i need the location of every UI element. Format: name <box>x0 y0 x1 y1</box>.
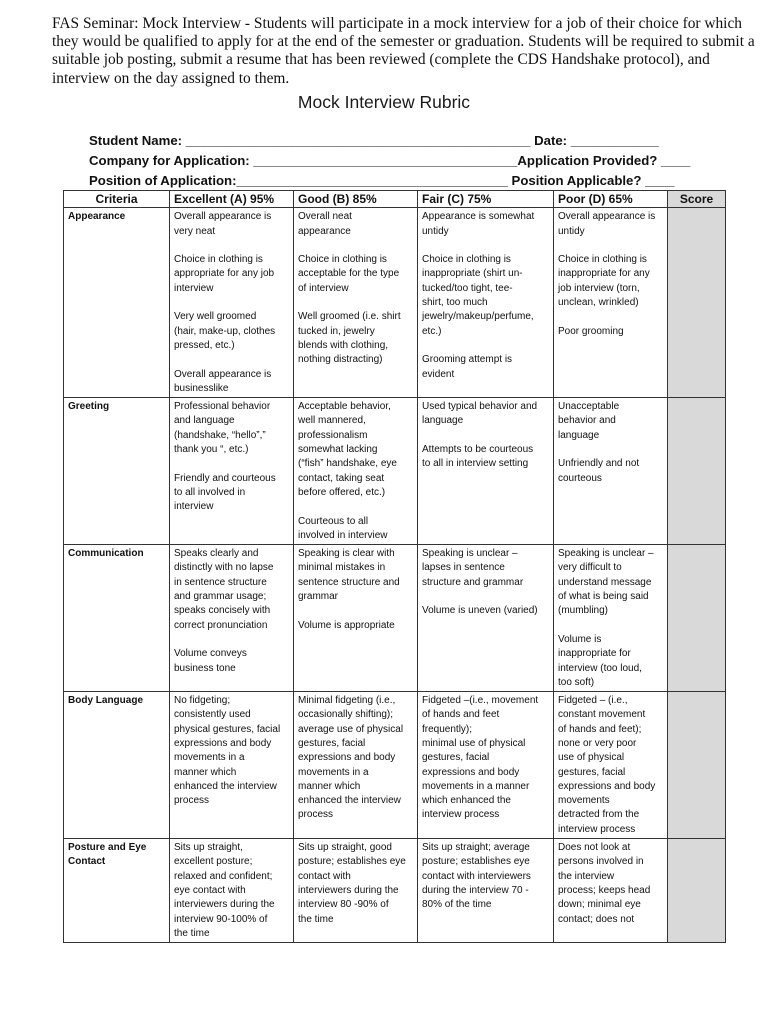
cell-line: Minimal fidgeting (i.e., <box>298 695 396 707</box>
cell-line: movements in a <box>174 752 245 764</box>
cell-line: Overall appearance is <box>558 211 656 223</box>
poor-cell <box>554 208 668 398</box>
header-good: Good (B) 85% <box>294 191 418 208</box>
cell-line: very difficult to <box>558 562 622 574</box>
intro-line: suitable job posting, submit a resume that has been reviewed (complete the CDS Handshake protocol), and <box>52 51 710 69</box>
cell-line: gestures, facial <box>558 766 626 778</box>
cell-line: language <box>558 429 600 441</box>
fair-cell <box>418 208 554 398</box>
cell-line: in sentence structure <box>174 576 267 588</box>
score-cell[interactable] <box>668 398 726 545</box>
cell-line: (handshake, “hello”,” <box>174 429 266 441</box>
cell-line: interviewers during the <box>298 884 399 896</box>
cell-line: posture; establishes eye <box>422 856 530 868</box>
cell-line: Speaks clearly and <box>174 548 259 560</box>
cell-line: process; keeps head <box>558 884 651 896</box>
cell-line <box>174 633 289 647</box>
cell-line: business tone <box>174 662 236 674</box>
cell-line: sentence structure and <box>298 576 400 588</box>
intro-line: interview on the day assigned to them. <box>52 69 290 87</box>
cell-line: Unacceptable <box>558 401 620 413</box>
criteria-cell: Posture and Eye Contact <box>64 839 170 943</box>
cell-line: Fidgeted – (i.e., <box>558 695 628 707</box>
cell-line: expressions and body <box>298 752 396 764</box>
intro-line: FAS Seminar: Mock Interview - Students will participate in a mock interview for a job of their choice for which <box>52 15 742 32</box>
cell-line: businesslike <box>174 382 229 394</box>
cell-line: manner which <box>298 780 361 792</box>
excellent-cell <box>170 545 294 692</box>
cell-line: contact; does not <box>558 913 635 925</box>
cell-line: tucked/too tight, tee- <box>422 282 513 294</box>
good-cell <box>294 545 418 692</box>
cell-line: Choice in clothing is <box>298 254 387 266</box>
cell-line: inappropriate for <box>558 648 631 660</box>
cell-line: Acceptable behavior, <box>298 401 391 413</box>
cell-line: Volume is appropriate <box>298 619 395 631</box>
cell-line: posture; establishes eye <box>298 856 406 868</box>
cell-line: expressions and body <box>422 766 520 778</box>
cell-line: tucked in, jewelry <box>298 325 375 337</box>
table-row <box>64 692 726 839</box>
cell-line: jewelry/makeup/perfume, <box>422 311 534 323</box>
cell-line: Sits up straight, good <box>298 842 392 854</box>
table-header-row <box>64 191 726 208</box>
cell-line <box>298 296 413 310</box>
cell-line: correct pronunciation <box>174 619 268 631</box>
rubric-table <box>63 190 726 943</box>
cell-line <box>298 604 413 618</box>
cell-line: appearance <box>298 225 351 237</box>
cell-line: relaxed and confident; <box>174 870 273 882</box>
cell-line <box>422 239 549 253</box>
cell-line: Overall appearance is <box>174 368 272 380</box>
cell-line: which enhanced the <box>422 795 511 807</box>
score-cell[interactable] <box>668 692 726 839</box>
cell-line: unclean, wrinkled) <box>558 297 639 309</box>
cell-line <box>422 590 549 604</box>
cell-line: expressions and body <box>174 737 272 749</box>
cell-line: Volume is <box>558 633 602 645</box>
cell-line: interview process <box>422 809 500 821</box>
criteria-cell: Communication <box>64 545 170 692</box>
cell-line: interviewers during the <box>174 899 275 911</box>
cell-line: expressions and body <box>558 780 656 792</box>
poor-cell <box>554 545 668 692</box>
criteria-cell: Appearance <box>64 208 170 398</box>
cell-line: frequently); <box>422 723 473 735</box>
header-score: Score <box>668 191 726 208</box>
excellent-cell <box>170 692 294 839</box>
header-excellent: Excellent (A) 95% <box>170 191 294 208</box>
cell-line: Overall neat <box>298 211 352 223</box>
cell-line: the time <box>174 927 210 939</box>
cell-line: during the interview 70 - <box>422 884 529 896</box>
cell-line: lapses in sentence <box>422 562 505 574</box>
cell-line: the time <box>298 913 334 925</box>
cell-line: use of physical <box>558 752 625 764</box>
rubric-title: Mock Interview Rubric <box>297 92 471 112</box>
student-info-fields <box>89 131 689 191</box>
good-cell <box>294 208 418 398</box>
cell-line: Does not look at <box>558 842 631 854</box>
cell-line: acceptable for the type <box>298 268 400 280</box>
cell-line: etc.) <box>422 325 442 337</box>
cell-line: Choice in clothing is <box>174 254 263 266</box>
cell-line: language <box>422 415 464 427</box>
cell-line: manner which <box>174 766 237 778</box>
cell-line: Speaking is clear with <box>298 548 395 560</box>
score-cell[interactable] <box>668 208 726 398</box>
cell-line: Volume conveys <box>174 648 247 660</box>
cell-line: interview <box>174 282 214 294</box>
cell-line: (mumbling) <box>558 605 609 617</box>
cell-line: movements in a manner <box>422 780 530 792</box>
cell-line: Sits up straight, <box>174 842 243 854</box>
cell-line: minimal mistakes in <box>298 562 386 574</box>
cell-line <box>558 443 663 457</box>
cell-line: of hands and feet); <box>558 723 642 735</box>
cell-line <box>174 296 289 310</box>
cell-line: enhanced the interview <box>298 795 401 807</box>
cell-line: movements in a <box>298 766 369 778</box>
cell-line: grammar <box>298 591 339 603</box>
cell-line: Grooming attempt is <box>422 354 513 366</box>
cell-line: distinctly with no lapse <box>174 562 274 574</box>
cell-line: and grammar usage; <box>174 591 267 603</box>
cell-line: the interview <box>558 870 615 882</box>
cell-line: interview (too loud, <box>558 662 642 674</box>
cell-line: nothing distracting) <box>298 354 383 366</box>
cell-line: excellent posture; <box>174 856 253 868</box>
excellent-cell <box>170 208 294 398</box>
good-cell <box>294 692 418 839</box>
cell-line: behavior and <box>558 415 616 427</box>
cell-line: well mannered, <box>298 415 366 427</box>
rubric-body <box>64 208 726 943</box>
cell-line: courteous <box>558 472 602 484</box>
excellent-cell <box>170 839 294 943</box>
cell-line: Choice in clothing is <box>422 254 511 266</box>
score-cell[interactable] <box>668 839 726 943</box>
cell-line: involved in interview <box>298 529 388 541</box>
cell-line <box>558 619 663 633</box>
cell-line: minimal use of physical <box>422 737 526 749</box>
student-name-date-field[interactable]: Student Name: _______________________________________________ Date: ____________ <box>89 133 659 148</box>
cell-line: constant movement <box>558 709 646 721</box>
cell-line: untidy <box>558 225 585 237</box>
criteria-cell: Body Language <box>64 692 170 839</box>
cell-line: contact with interviewers <box>422 870 531 882</box>
cell-line: Friendly and courteous <box>174 472 276 484</box>
cell-line <box>422 429 549 443</box>
cell-line: Unfriendly and not <box>558 458 640 470</box>
cell-line: interview process <box>558 823 636 835</box>
cell-line: Appearance is somewhat <box>422 211 535 223</box>
cell-line: consistently used <box>174 709 251 721</box>
cell-line: process <box>174 795 210 807</box>
cell-line: Courteous to all <box>298 515 369 527</box>
table-row <box>64 398 726 545</box>
cell-line: 80% of the time <box>422 899 492 911</box>
table-row <box>64 839 726 943</box>
cell-line: and language <box>174 415 235 427</box>
cell-line: Professional behavior <box>174 401 271 413</box>
company-application-field[interactable]: Company for Application: ____________________________________Application Provided? ____ <box>89 153 691 168</box>
cell-line: (hair, make-up, clothes <box>174 325 276 337</box>
cell-line: Choice in clothing is <box>558 254 647 266</box>
cell-line: before offered, etc.) <box>298 486 386 498</box>
cell-line: of hands and feet <box>422 709 500 721</box>
cell-line <box>298 239 413 253</box>
cell-line: interview 90-100% of <box>174 913 268 925</box>
cell-line: Used typical behavior and <box>422 401 538 413</box>
cell-line: evident <box>422 368 455 380</box>
cell-line: of what is being said <box>558 591 649 603</box>
cell-line <box>558 239 663 253</box>
cell-line: occasionally shifting); <box>298 709 394 721</box>
cell-line: detracted from the <box>558 809 640 821</box>
cell-line: Attempts to be courteous <box>422 444 534 456</box>
cell-line: gestures, facial <box>422 752 490 764</box>
poor-cell <box>554 398 668 545</box>
good-cell <box>294 839 418 943</box>
cell-line <box>174 457 289 471</box>
intro-paragraph <box>52 15 755 88</box>
poor-cell <box>554 839 668 943</box>
position-application-field[interactable]: Position of Application:_____________________________________ Position Applicable? ____ <box>89 173 675 188</box>
cell-line: Well groomed (i.e. shirt <box>298 311 401 323</box>
intro-line: they would be qualified to apply for at the end of the semester or graduation. Students will be required to submit a <box>52 33 755 51</box>
cell-line: physical gestures, facial <box>174 723 281 735</box>
fair-cell <box>418 545 554 692</box>
poor-cell <box>554 692 668 839</box>
cell-line: Fidgeted –(i.e., movement <box>422 695 539 707</box>
cell-line: Very well groomed <box>174 311 257 323</box>
cell-line: of interview <box>298 282 349 294</box>
cell-line: blends with clothing, <box>298 339 389 351</box>
cell-line: contact with <box>298 870 351 882</box>
cell-line: Volume is uneven (varied) <box>422 605 538 617</box>
cell-line: persons involved in <box>558 856 644 868</box>
cell-line: No fidgeting; <box>174 695 231 707</box>
header-fair: Fair (C) 75% <box>418 191 554 208</box>
cell-line: eye contact with <box>174 884 246 896</box>
cell-line: gestures, facial <box>298 737 366 749</box>
cell-line: to all in interview setting <box>422 458 529 470</box>
cell-line <box>558 310 663 324</box>
cell-line: Speaking is unclear – <box>558 548 654 560</box>
cell-line: Poor grooming <box>558 325 624 337</box>
fair-cell <box>418 398 554 545</box>
cell-line: understand message <box>558 576 652 588</box>
cell-line <box>174 353 289 367</box>
cell-line: structure and grammar <box>422 576 524 588</box>
cell-line: average use of physical <box>298 723 404 735</box>
cell-line: appropriate for any job <box>174 268 275 280</box>
cell-line <box>422 339 549 353</box>
cell-line: inappropriate for any <box>558 268 650 280</box>
cell-line: job interview (torn, <box>558 282 640 294</box>
cell-line: to all involved in <box>174 486 246 498</box>
cell-line: Sits up straight; average <box>422 842 530 854</box>
cell-line: contact, taking seat <box>298 472 385 484</box>
cell-line <box>298 500 413 514</box>
cell-line: very neat <box>174 225 216 237</box>
cell-line: interview <box>174 501 214 513</box>
cell-line: shirt, too much <box>422 297 488 309</box>
cell-line: movements <box>558 795 610 807</box>
cell-line: Speaking is unclear – <box>422 548 518 560</box>
cell-line: none or very poor <box>558 737 637 749</box>
cell-line: untidy <box>422 225 449 237</box>
score-cell[interactable] <box>668 545 726 692</box>
cell-line: thank you “, etc.) <box>174 444 249 456</box>
table-row <box>64 208 726 398</box>
cell-line: somewhat lacking <box>298 444 378 456</box>
cell-line: down; minimal eye <box>558 899 641 911</box>
excellent-cell <box>170 398 294 545</box>
cell-line <box>174 239 289 253</box>
header-criteria: Criteria <box>64 191 170 208</box>
header-poor: Poor (D) 65% <box>554 191 668 208</box>
cell-line: professionalism <box>298 429 368 441</box>
table-row <box>64 545 726 692</box>
cell-line: (“fish” handshake, eye <box>298 458 397 470</box>
cell-line: process <box>298 809 334 821</box>
cell-line: interview 80 -90% of <box>298 899 389 911</box>
criteria-cell: Greeting <box>64 398 170 545</box>
fair-cell <box>418 692 554 839</box>
cell-line: speaks concisely with <box>174 605 271 617</box>
cell-line: inappropriate (shirt un- <box>422 268 523 280</box>
cell-line: pressed, etc.) <box>174 339 235 351</box>
fair-cell <box>418 839 554 943</box>
cell-line: too soft) <box>558 676 595 688</box>
good-cell <box>294 398 418 545</box>
cell-line: enhanced the interview <box>174 780 277 792</box>
cell-line: Overall appearance is <box>174 211 272 223</box>
